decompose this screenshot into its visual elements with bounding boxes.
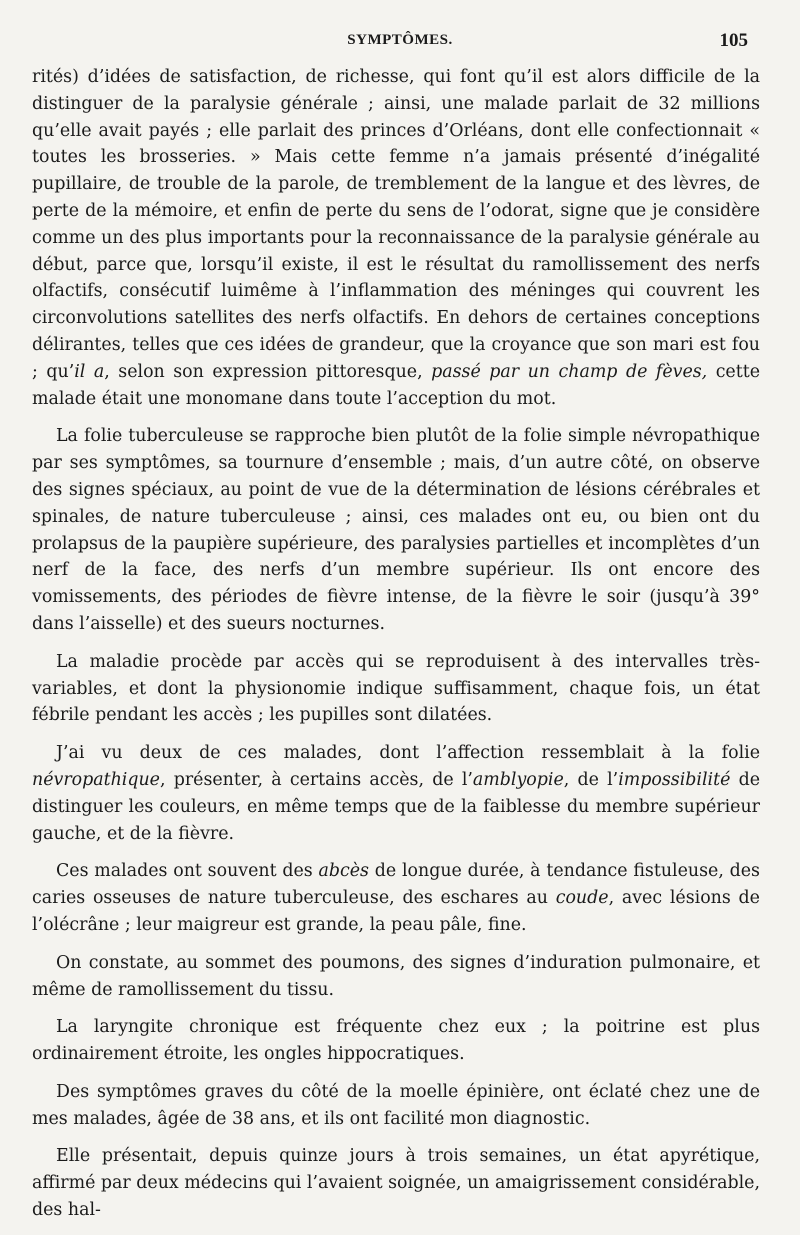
text-run: , selon son expression pittoresque,: [104, 361, 432, 382]
page-header: [0, 30, 800, 54]
italic-text: il a: [74, 361, 105, 382]
italic-text: impossibilité: [618, 769, 731, 790]
text-run: Ces malades ont souvent des: [56, 861, 319, 882]
italic-text: coude: [555, 888, 609, 909]
text-run: La folie tuberculeuse se rapproche bien plutôt de la folie simple névropathique par ses symptômes, sa tournure d’ensemble ; mais, d’un autre côté, on observe des signes spéciaux, au point de vue de la détermination de lésions cérébrales et spinales, de nature tuberculeuse ; ainsi, ces malades ont eu, ou bien ont du prolapsus de la paupière supérieure, des paralysies partielles et incomplètes d’un nerf de la face, des nerfs d’un membre supérieur. Ils ont encore des vomissements, des périodes de fièvre intense, de la fièvre le soir (jusqu’à 39° dans l’aisselle) et des sueurs nocturnes.: [32, 426, 760, 634]
text-run: de longue durée, à tendance fistuleuse, des caries osseuses de nature tuberculeuse, des eschares au: [32, 861, 760, 909]
italic-text: abcès: [318, 861, 369, 882]
text-run: Elle présentait, depuis quinze jours à trois semaines, un état apyrétique, affirmé par deux médecins qui l’avaient soignée, un amaigrissement considérable, des hal-: [32, 1146, 760, 1221]
text-run: La maladie procède par accès qui se reproduisent à des intervalles très-variables, et dont la physionomie indique suffisamment, chaque fois, un état fébrile pendant les accès ; les pupilles sont dilatées.: [32, 651, 760, 726]
text-run: , avec lésions de l’olécrâne ; leur maigreur est grande, la peau pâle, fine.: [32, 888, 760, 935]
text-run: , de l’: [563, 769, 619, 790]
text-run: On constate, au sommet des poumons, des signes d’induration pulmonaire, et même de ramollissement du tissu.: [32, 952, 760, 1000]
text-run: de distinguer les couleurs, en même temps que de la faiblesse du membre supérieur gauche, et de la fièvre.: [32, 769, 760, 844]
paragraph: [32, 1143, 760, 1223]
italic-text: amblyopie: [472, 769, 564, 790]
italic-text: passé par un champ de fèves,: [431, 361, 708, 382]
text-run: cette malade était une monomane dans toute l’acception du mot.: [32, 361, 760, 409]
text-run: , présenter, à certains accès, de l’: [159, 769, 473, 790]
running-title: SYMPTÔMES.: [347, 32, 453, 48]
page-number: 105: [719, 30, 748, 51]
text-run: Des symptômes graves du côté de la moelle épinière, ont éclaté chez une de mes malades, âgée de 38 ans, et ils ont facilité mon diagnostic.: [32, 1081, 760, 1129]
paragraph: [32, 1079, 760, 1133]
paragraph: [32, 858, 760, 938]
text-run: J’ai vu deux de ces malades, dont l’affection ressemblait à la folie: [56, 743, 760, 764]
paragraph: [32, 64, 760, 412]
paragraph: [32, 423, 760, 637]
paragraph: [32, 740, 760, 847]
text-run: rités) d’idées de satisfaction, de richesse, qui font qu’il est alors difficile de la distinguer de la paralysie générale ; ainsi, une malade parlait de 32 millions qu’elle avait payés ; elle parlait des princes d’Orléans, dont elle confectionnait « toutes les brosseries. » Mais cette femme n’a jamais présenté d’inégalité pupillaire, de trouble de la parole, de tremblement de la langue et des lèvres, de perte de la mémoire, et enfin de perte du sens de l’odorat, signe que je considère comme un des plus importants pour la reconnaissance de la paralysie générale au début, parce que, lorsqu’il existe, il est le résultat du ramollissement des nerfs olfactifs, consécutif luimême à l’inflammation des méninges qui couvrent les circonvolutions satellites des nerfs olfactifs. En dehors de certaines conceptions délirantes, telles que ces idées de grandeur, que la croyance que son mari est fou ; qu’: [32, 67, 760, 382]
body-text: [32, 64, 760, 1235]
text-run: La laryngite chronique est fréquente chez eux ; la poitrine est plus ordinairement étroite, les ongles hippocratiques.: [32, 1017, 760, 1065]
paragraph: [32, 1014, 760, 1068]
paragraph: [32, 950, 760, 1004]
paragraph: [32, 649, 760, 729]
italic-text: névropathique: [32, 769, 160, 790]
